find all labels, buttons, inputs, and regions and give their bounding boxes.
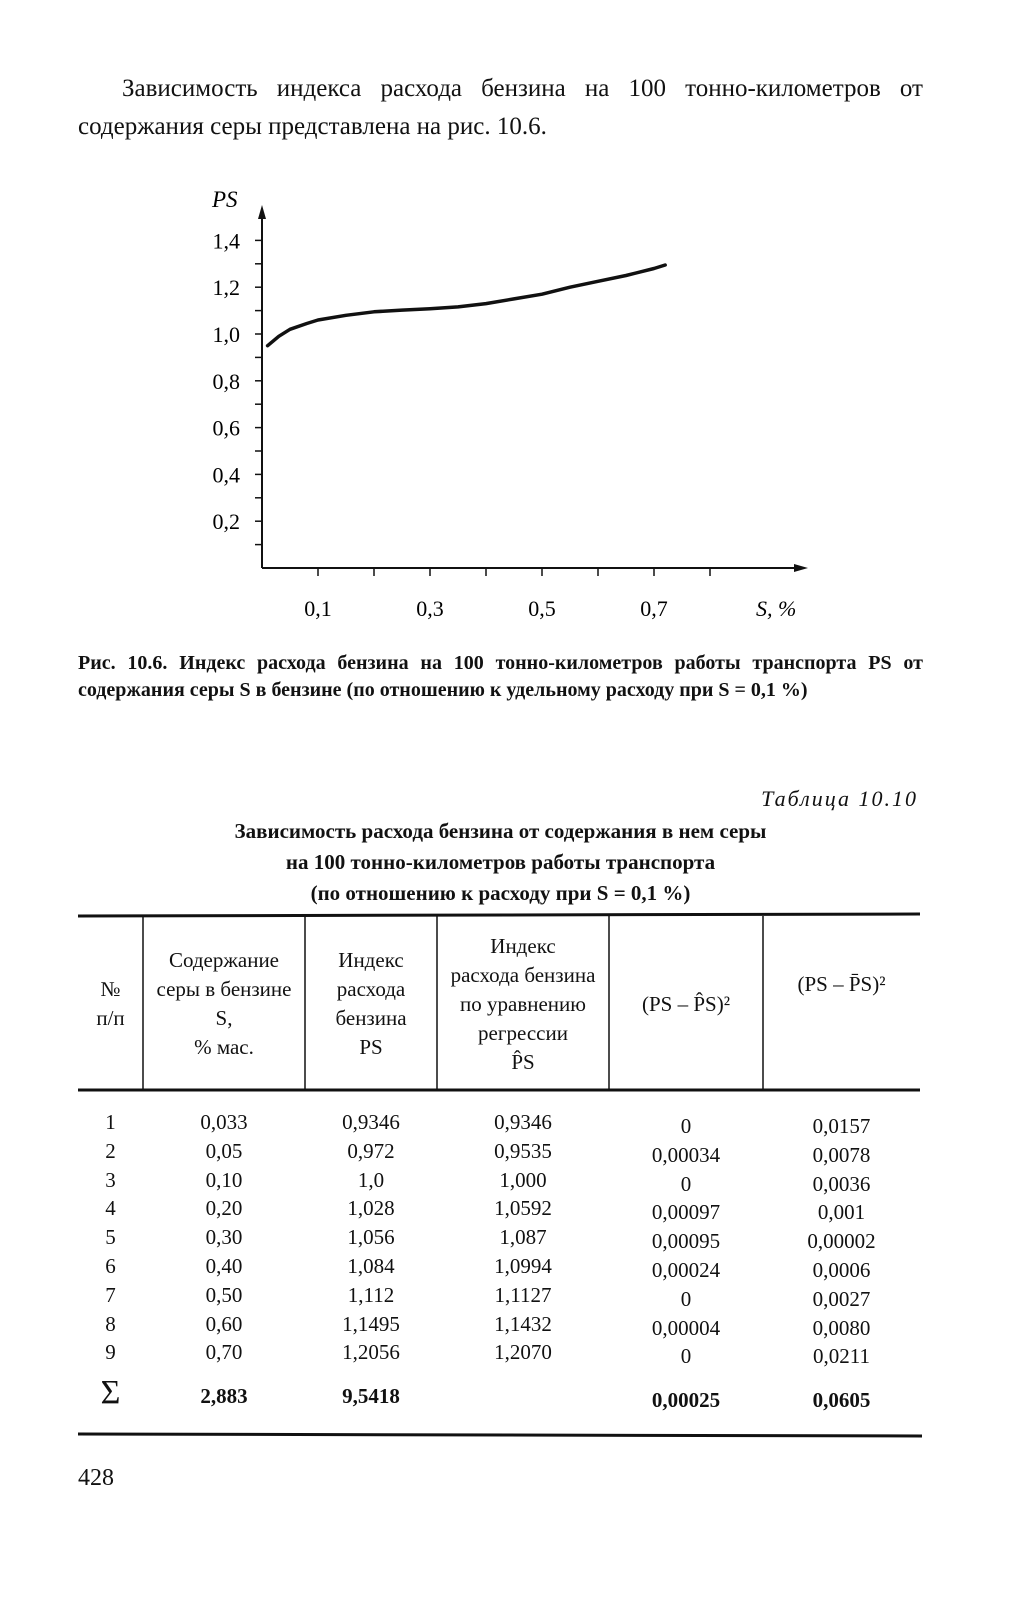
y-tick-label: 0,4 xyxy=(212,462,240,488)
y-axis-label: PS xyxy=(212,187,238,212)
column-header-line: п/п xyxy=(96,1006,125,1030)
sum-symbol: Σ xyxy=(100,1374,121,1411)
table-cell: 1,1127 xyxy=(494,1282,552,1307)
table-cell: 1,2070 xyxy=(494,1340,552,1365)
table-cell: 2 xyxy=(105,1138,116,1163)
table-cell: 1,056 xyxy=(347,1225,395,1250)
intro-text: Зависимость индекса расхода бензина на 100 тонно-километров от содержания серы представлена на рис. 10.6. xyxy=(78,75,923,140)
table-cell: 0,60 xyxy=(205,1311,243,1336)
column-header-line: № xyxy=(100,977,121,1001)
table-title-line: на 100 тонно-километров работы транспорта xyxy=(285,850,716,874)
column-header-line: расхода xyxy=(336,977,406,1001)
sum-cell: 2,883 xyxy=(200,1384,248,1408)
table-cell: 9 xyxy=(105,1340,116,1365)
column-header xyxy=(143,922,305,1086)
table-cell: 8 xyxy=(105,1311,116,1336)
table-cell: 1,0994 xyxy=(494,1254,552,1278)
sum-cell: 0,00025 xyxy=(651,1388,721,1412)
table-cell: 0,0078 xyxy=(812,1142,871,1167)
table-cell: 0,0211 xyxy=(813,1344,870,1369)
column-header-line: Индекс xyxy=(490,933,556,958)
table-cell: 4 xyxy=(105,1196,116,1221)
table-cell: 1,0 xyxy=(357,1167,385,1192)
column-header xyxy=(763,922,920,1086)
table-title-line: Зависимость расхода бензина от содержания в нем серы xyxy=(234,819,767,843)
table-cell: 0,033 xyxy=(200,1110,248,1134)
table-cell: 0,00002 xyxy=(807,1229,876,1254)
table-cell: 0,0080 xyxy=(812,1315,871,1340)
table-cell: 0,9346 xyxy=(342,1110,400,1134)
table-cell: 6 xyxy=(105,1254,116,1278)
column-header-line: регрессии xyxy=(478,1020,568,1045)
table-cell: 0,50 xyxy=(205,1282,243,1307)
table-cell: 0,0157 xyxy=(812,1114,871,1138)
column-header-line: серы в бензине xyxy=(156,977,292,1001)
table-cell: 0,9535 xyxy=(494,1138,552,1163)
table-title-line: (по отношению к расходу при S = 0,1 %) xyxy=(310,881,691,905)
y-tick-label: 1,0 xyxy=(212,322,240,347)
table-cell: 3 xyxy=(105,1167,116,1192)
y-tick-label: 0,6 xyxy=(212,415,240,441)
column-header-line: бензина xyxy=(335,1006,407,1030)
table-cell: 0,972 xyxy=(347,1138,395,1163)
table-cell: 1,084 xyxy=(347,1254,395,1278)
table-cell: 7 xyxy=(105,1282,116,1307)
table-cell: 0,0006 xyxy=(812,1258,871,1282)
column-header xyxy=(305,922,437,1086)
table-cell: 0 xyxy=(680,1286,692,1311)
table-cell: 0 xyxy=(680,1171,692,1196)
column-header-line: % мас. xyxy=(194,1035,254,1059)
column-header xyxy=(78,922,143,1086)
table-cell: 0 xyxy=(680,1344,692,1369)
sum-cell: 0,0605 xyxy=(812,1388,871,1412)
y-tick-label: 1,4 xyxy=(212,228,240,254)
table-cell: 0,40 xyxy=(205,1254,243,1278)
table-cell: 0,0036 xyxy=(812,1171,871,1196)
table-cell: 1,0592 xyxy=(494,1196,552,1221)
column-header xyxy=(609,922,763,1086)
table-cell: 1 xyxy=(105,1110,116,1134)
column-header-line: расхода бензина xyxy=(450,962,596,987)
table-cell: 0,10 xyxy=(205,1167,243,1192)
table-cell: 0,30 xyxy=(205,1225,243,1250)
table-cell: 0,0027 xyxy=(812,1286,871,1311)
x-tick-label: 0,1 xyxy=(304,596,332,621)
table-cell: 1,087 xyxy=(499,1225,547,1250)
column-header-line: P̂S xyxy=(511,1049,535,1074)
table-cell: 1,1432 xyxy=(494,1311,552,1336)
table-cell: 0,05 xyxy=(205,1138,243,1163)
table-cell: 0,70 xyxy=(205,1340,243,1365)
table-label: Таблица 10.10 xyxy=(761,786,918,811)
y-tick-label: 0,2 xyxy=(212,509,240,535)
table-cell: 1,2056 xyxy=(342,1340,400,1365)
column-header xyxy=(437,922,609,1086)
table-cell: 0,20 xyxy=(205,1196,243,1221)
table-cell: 0,00097 xyxy=(651,1200,721,1225)
y-tick-label: 1,2 xyxy=(212,275,240,301)
column-header-line: Индекс xyxy=(338,948,404,972)
figure-caption: Рис. 10.6. Индекс расхода бензина на 100 тонно-километров работы транспорта PS от содержания серы S в бензине (по отношению к удельному расходу при S = 0,1 %) xyxy=(78,652,923,701)
table-cell: 1,028 xyxy=(347,1196,395,1221)
column-header-line: по уравнению xyxy=(460,991,586,1016)
table-cell: 1,112 xyxy=(347,1282,395,1307)
page-number: 428 xyxy=(78,1465,114,1491)
sum-cell: 9,5418 xyxy=(342,1384,400,1408)
table-cell: 0,00034 xyxy=(651,1142,721,1167)
table-cell: 5 xyxy=(105,1225,116,1250)
column-header-line: PS xyxy=(359,1035,383,1059)
table-cell: 0,001 xyxy=(817,1200,866,1225)
table-cell: 1,1495 xyxy=(342,1311,400,1336)
column-header-line: (PS – P̂S)² xyxy=(642,991,730,1016)
y-tick-label: 0,8 xyxy=(212,368,240,394)
x-tick-label: 0,3 xyxy=(416,596,444,621)
column-header-line: (PS – P̄S)² xyxy=(797,972,886,996)
table-cell: 0,00024 xyxy=(651,1258,721,1282)
x-tick-label: 0,5 xyxy=(528,596,556,621)
table-cell: 0,9346 xyxy=(494,1110,552,1134)
x-axis-label: S, % xyxy=(756,596,797,621)
table-cell: 0,00004 xyxy=(651,1315,721,1340)
table-cell: 0 xyxy=(680,1114,692,1138)
x-tick-label: 0,7 xyxy=(640,596,668,621)
column-header-line: Содержание xyxy=(168,948,280,972)
column-header-line: S, xyxy=(215,1006,233,1030)
table-cell: 0,00095 xyxy=(651,1229,721,1254)
table-cell: 1,000 xyxy=(499,1167,547,1192)
